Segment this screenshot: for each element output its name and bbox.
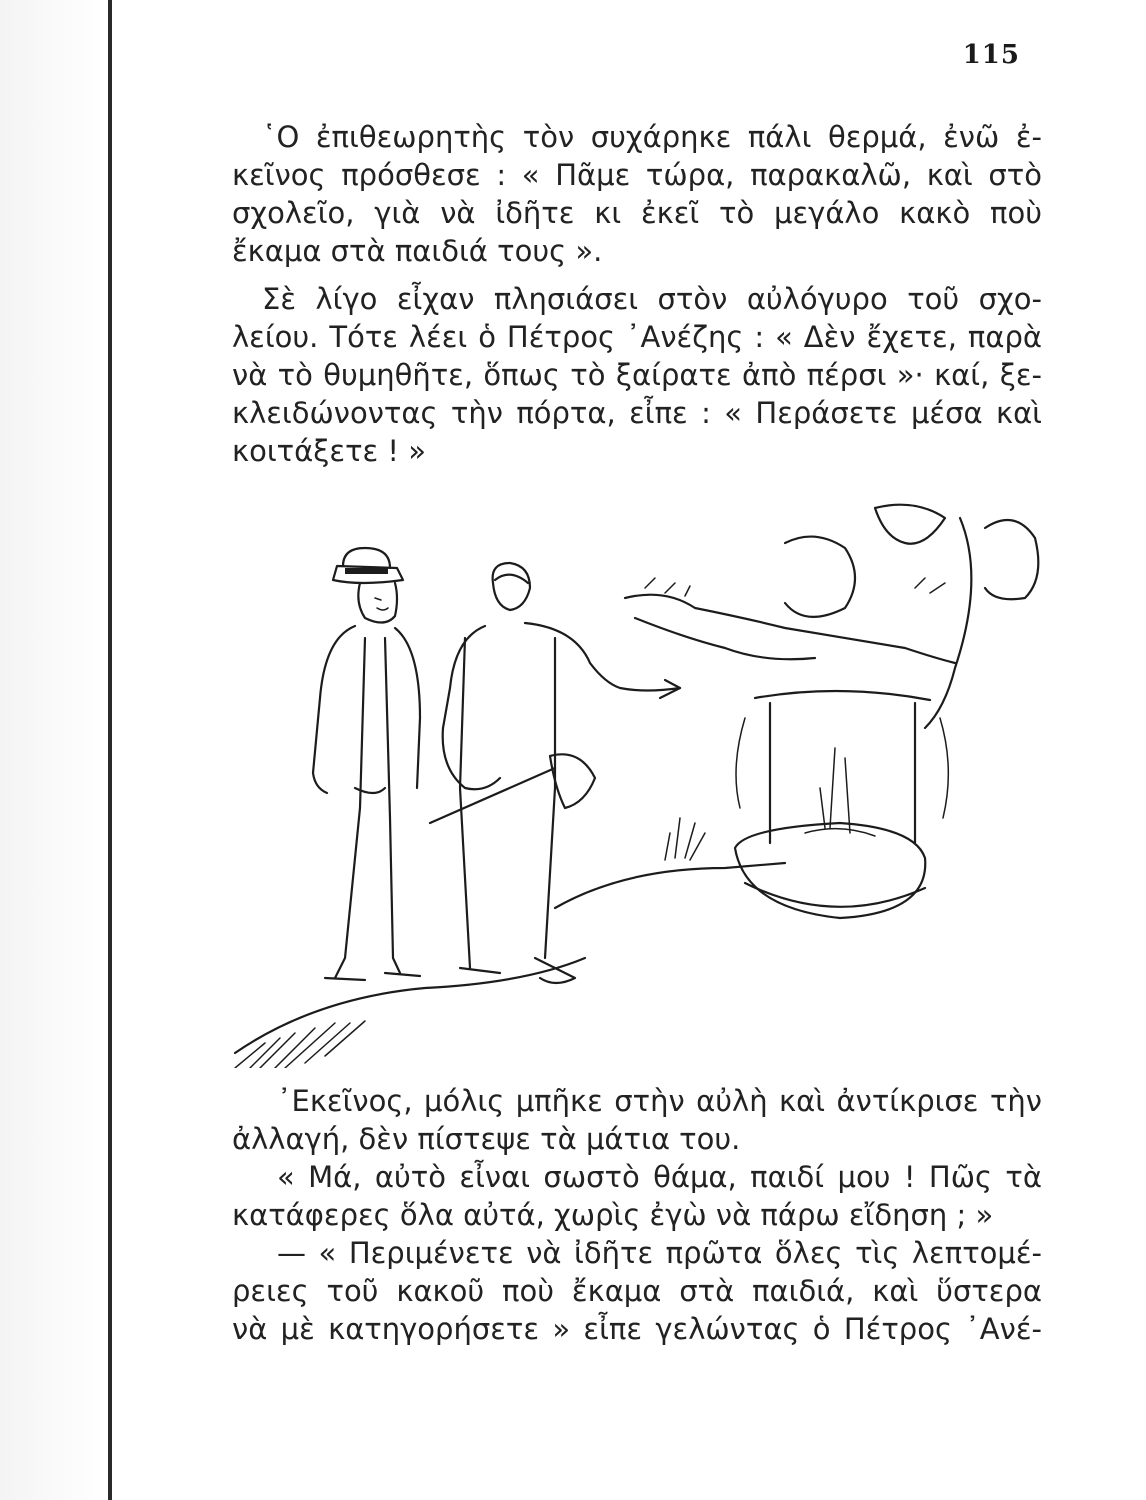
fountain (735, 691, 948, 918)
text-line: Σὲ λίγο εἶχαν πλησιάσει στὸν αὐλόγυρο τοῦ σχο- (262, 282, 1042, 316)
binding-edge (108, 0, 112, 1500)
pen-illustration (225, 488, 1055, 1068)
text-line: « Μά, αὐτὸ εἶναι σωστὸ θάμα, παιδί μου ! Πῶς τὰ (277, 1160, 1042, 1194)
inspector-figure (313, 548, 420, 980)
text-line: λείου. Τότε λέει ὁ Πέτρος ᾿Ανέζης : « Δὲν ἔχετε, παρὰ (232, 320, 1042, 354)
text-line: ῾Ο ἐπιθεωρητὴς τὸν συχάρηκε πάλι θερμά, ἐνῶ ἐ- (262, 120, 1042, 154)
page-number: 115 (962, 40, 1020, 70)
text-line: ἀλλαγή, δὲν πίστεψε τὰ μάτια του. (232, 1122, 741, 1156)
lower-text-block (232, 1082, 1042, 1348)
binding-shadow (0, 0, 108, 1500)
text-line: ρειες τοῦ κακοῦ ποὺ ἔκαμα στὰ παιδιά, καὶ ὕστερα (232, 1274, 1042, 1308)
text-line: — « Περιμένετε νὰ ἰδῆτε πρῶτα ὅλες τὶς λεπτομέ- (277, 1236, 1042, 1270)
text-line: νὰ τὸ θυμηθῆτε, ὅπως τὸ ξαίρατε ἀπὸ πέρσι »· καί, ξε- (232, 358, 1042, 392)
text-line: κατάφερες ὅλα αὐτά, χωρὶς ἐγὼ νὰ πάρω εἴδηση ; » (232, 1198, 994, 1232)
text-line: ᾿Εκεῖνος, μόλις μπῆκε στὴν αὐλὴ καὶ ἀντίκρισε τὴν (277, 1084, 1042, 1118)
text-line: κοιτάξετε ! » (232, 434, 427, 468)
text-line: νὰ μὲ κατηγορήσετε » εἶπε γελώντας ὁ Πέτρος ᾿Ανέ- (232, 1312, 1042, 1346)
tree (625, 505, 1038, 728)
illustration-drawing (225, 488, 1055, 1068)
weeds (555, 818, 785, 908)
worker-figure (430, 563, 680, 983)
text-line: ἔκαμα στὰ παιδιά τους ». (232, 234, 603, 268)
text-line: κλειδώνοντας τὴν πόρτα, εἶπε : « Περάσετε μέσα καὶ (232, 396, 1042, 430)
text-line: κεῖνος πρόσθεσε : « Πᾶμε τώρα, παρακαλῶ, καὶ στὸ (232, 158, 1042, 192)
text-line: σχολεῖο, γιὰ νὰ ἰδῆτε κι ἐκεῖ τὸ μεγάλο κακὸ ποὺ (232, 196, 1042, 230)
upper-text-block (232, 118, 1042, 470)
